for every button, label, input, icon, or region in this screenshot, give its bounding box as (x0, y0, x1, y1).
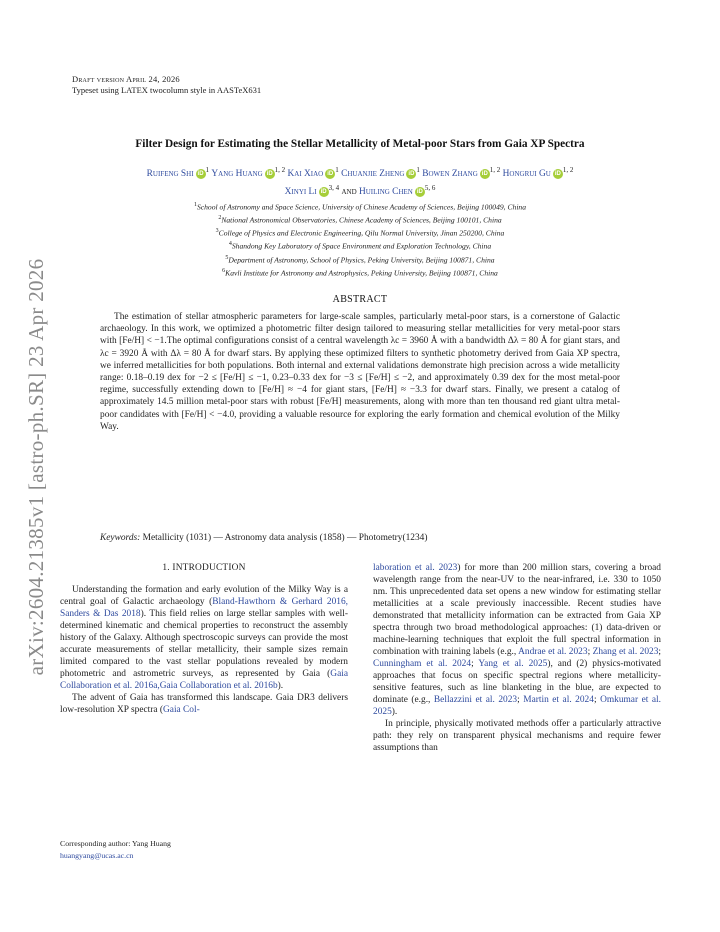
orcid-icon[interactable]: iD (320, 189, 327, 196)
author[interactable]: Chuanjie Zheng iD $^1$ (341, 166, 420, 180)
paragraph: Understanding the formation and early evolution of the Milky Way is a central goal of Galactic archaeology (Bland-Hawthorn & Gerhard 2016, Sanders & Das 2018). This field relies on large stellar samples with well-determined kinematic and chemical properties to reconstruct the assembly history of the Galaxy. Although spectroscopic surveys can provide the most accurate measurements of stellar metallicity, their sample sizes remain limited compared to the vast stellar populations revealed by modern photometric and astrometric surveys, as represented by Gaia (Gaia Collaboration et al. 2016a,Gaia Collaboration et al. 2016b). (60, 585, 348, 691)
keywords-label: Keywords: (100, 533, 141, 543)
affiliation: $^1$School of Astronomy and Space Science, University of Chinese Academy of Sciences, Beijing 100049, China (193, 202, 527, 212)
citation-link[interactable]: Gaia Col- (163, 705, 200, 715)
paragraph: The advent of Gaia has transformed this landscape. Gaia DR3 delivers low-resolution XP spectra (Gaia Col- (60, 693, 348, 715)
orcid-icon[interactable]: iD (327, 170, 334, 177)
citation-link[interactable]: Cunningham et al. 2024 (373, 659, 472, 669)
citation-link[interactable]: Bland-Hawthorn & Gerhard 2016, Sanders & Das 2018 (60, 597, 348, 619)
affiliation: $^4$Shandong Key Laboratory of Space Environment and Exploration Technology, China (228, 241, 492, 251)
orcid-icon[interactable]: iD (554, 170, 561, 177)
orcid-icon[interactable]: iD (416, 189, 423, 196)
citation-link[interactable]: Omkumar et al. 2025 (373, 695, 661, 717)
abstract-text: The estimation of stellar atmospheric parameters for large-scale samples, particularly metal-poor stars, is a cornerstone of Galactic archaeology. In this work, we optimized a photometric filter design tailored to measuring stellar metallicities for very metal-poor stars with [Fe/H] < −1.The optimal configurations consist of a central wavelength λc = 3960 Å with a bandwidth Δλ = 80 Å for giant stars, and λc = 3920 Å with Δλ = 80 Å for dwarf stars. By applying these optimized filters to synthetic photometry derived from Gaia XP spectra, we inferred metallicities for both populations. Both internal and external validations demonstrate high precision across a wide metallicity range: 0.18–0.19 dex for −2 ≤ [Fe/H] ≤ −1, 0.23–0.33 dex for −3 ≤ [Fe/H] ≤ −2, and approximately 0.39 dex for the most metal-poor regime, successfully extending down to [Fe/H] ≈ −4 for giant stars, [Fe/H] ≈ −3.3 for dwarf stars. Finally, we present a catalog of approximately 14.5 million metal-poor stars with robust [Fe/H] measurements, along with more than ten thousand red giant ultra metal-poor candidates with [Fe/H] < −4.0, providing a valuable resource for exploring the early formation and chemical evolution of the Milky Way. (100, 312, 620, 432)
right-column (373, 562, 661, 754)
affiliation: $^3$College of Physics and Electronic Engineering, Qilu Normal University, Jinan 250200, China (215, 228, 505, 238)
author-list (60, 163, 660, 199)
orcid-icon[interactable]: iD (481, 170, 488, 177)
keywords-list: Metallicity (1031) — Astronomy data analysis (1858) — Photometry(1234) (142, 533, 428, 543)
footnote (60, 838, 171, 862)
orcid-icon[interactable]: iD (197, 170, 204, 177)
author[interactable]: Bowen Zhang iD $^{1, 2}$ (422, 166, 501, 180)
affiliation-list (60, 200, 660, 279)
citation-link[interactable]: laboration et al. 2023 (373, 563, 458, 573)
paragraph: laboration et al. 2023) for more than 200 million stars, covering a broad wavelength range from the near-UV to the near-infrared, i.e. 330 to 1050 nm. This unprecedented data set opens a new window for estimating stellar metallicities at a scale previously inaccessible. Recent studies have demonstrated that metallicity information can be extracted from Gaia XP spectra through two broad methodological approaches: (1) data-driven or machine-learning techniques that exploit the full spectral information in combination with training labels (e.g., Andrae et al. 2023; Zhang et al. 2023; Cunningham et al. 2024; Yang et al. 2025), and (2) physics-motivated approaches that focus on specific spectral regions where metallicity-sensitive features, such as line blanketing in the blue, are expected to dominate (e.g., Bellazzini et al. 2023; Martin et al. 2024; Omkumar et al. 2025). (373, 563, 662, 717)
author[interactable]: Xinyi Li iD $^{3, 4}$ (284, 184, 340, 198)
affiliation: $^5$Department of Astronomy, School of Physics, Peking University, Beijing 100871, China (225, 254, 495, 265)
citation-link[interactable]: Zhang et al. 2023 (592, 647, 659, 657)
arxiv-identifier-stamp[interactable]: arXiv:2604.21385v1 [astro-ph.SR] 23 Apr 2026 (24, 258, 48, 676)
citation-link[interactable]: Martin et al. 2024 (523, 695, 594, 705)
section-heading: 1. INTRODUCTION (162, 563, 246, 573)
preprint-header (72, 74, 261, 96)
citation-link[interactable]: Andrae et al. 2023 (518, 647, 588, 657)
orcid-icon[interactable]: iD (266, 170, 273, 177)
orcid-icon[interactable]: iD (408, 170, 415, 177)
abstract-heading: ABSTRACT (332, 294, 388, 305)
citation-link[interactable]: Bellazzini et al. 2023 (433, 695, 518, 705)
author[interactable]: Huiling Chen iD $^{5, 6}$ (358, 184, 436, 198)
corresponding-author: Corresponding author: Yang Huang (60, 839, 171, 848)
paper-title: Filter Design for Estimating the Stellar Metallicity of Metal-poor Stars from Gaia XP Spectra (135, 138, 585, 150)
author[interactable]: Hongrui Gu iD $^{1, 2}$ (502, 166, 574, 180)
citation-link[interactable]: Gaia Collaboration et al. 2016a,Gaia Collaboration et al. 2016b (60, 669, 348, 691)
email-link[interactable]: huangyang@ucas.ac.cn (60, 851, 134, 860)
keywords-line (100, 533, 640, 543)
author[interactable]: Yang Huang iD $^{1, 2}$ (211, 166, 286, 180)
typeset-note: Typeset using LATEX twocolumn style in AASTeX631 (72, 85, 262, 95)
citation-link[interactable]: Yang et al. 2025 (478, 659, 548, 669)
paragraph: In principle, physically motivated methods offer a particularly attractive path: they rely on transparent physical mechanisms and require fewer assumptions than (373, 719, 661, 753)
author[interactable]: Kai Xiao iD $^1$ (287, 166, 339, 180)
left-column (60, 562, 348, 716)
draft-version: Draft version April 24, 2026 (72, 74, 180, 84)
and-conjunction: and (341, 187, 357, 198)
affiliation: $^6$Kavli Institute for Astronomy and Astrophysics, Peking University, Beijing 100871, China (222, 267, 498, 278)
author[interactable]: Ruifeng Shi iD $^1$ (146, 166, 210, 180)
affiliation: $^2$National Astronomical Observatories, Chinese Academy of Sciences, Beijing 100101, China (218, 215, 502, 225)
